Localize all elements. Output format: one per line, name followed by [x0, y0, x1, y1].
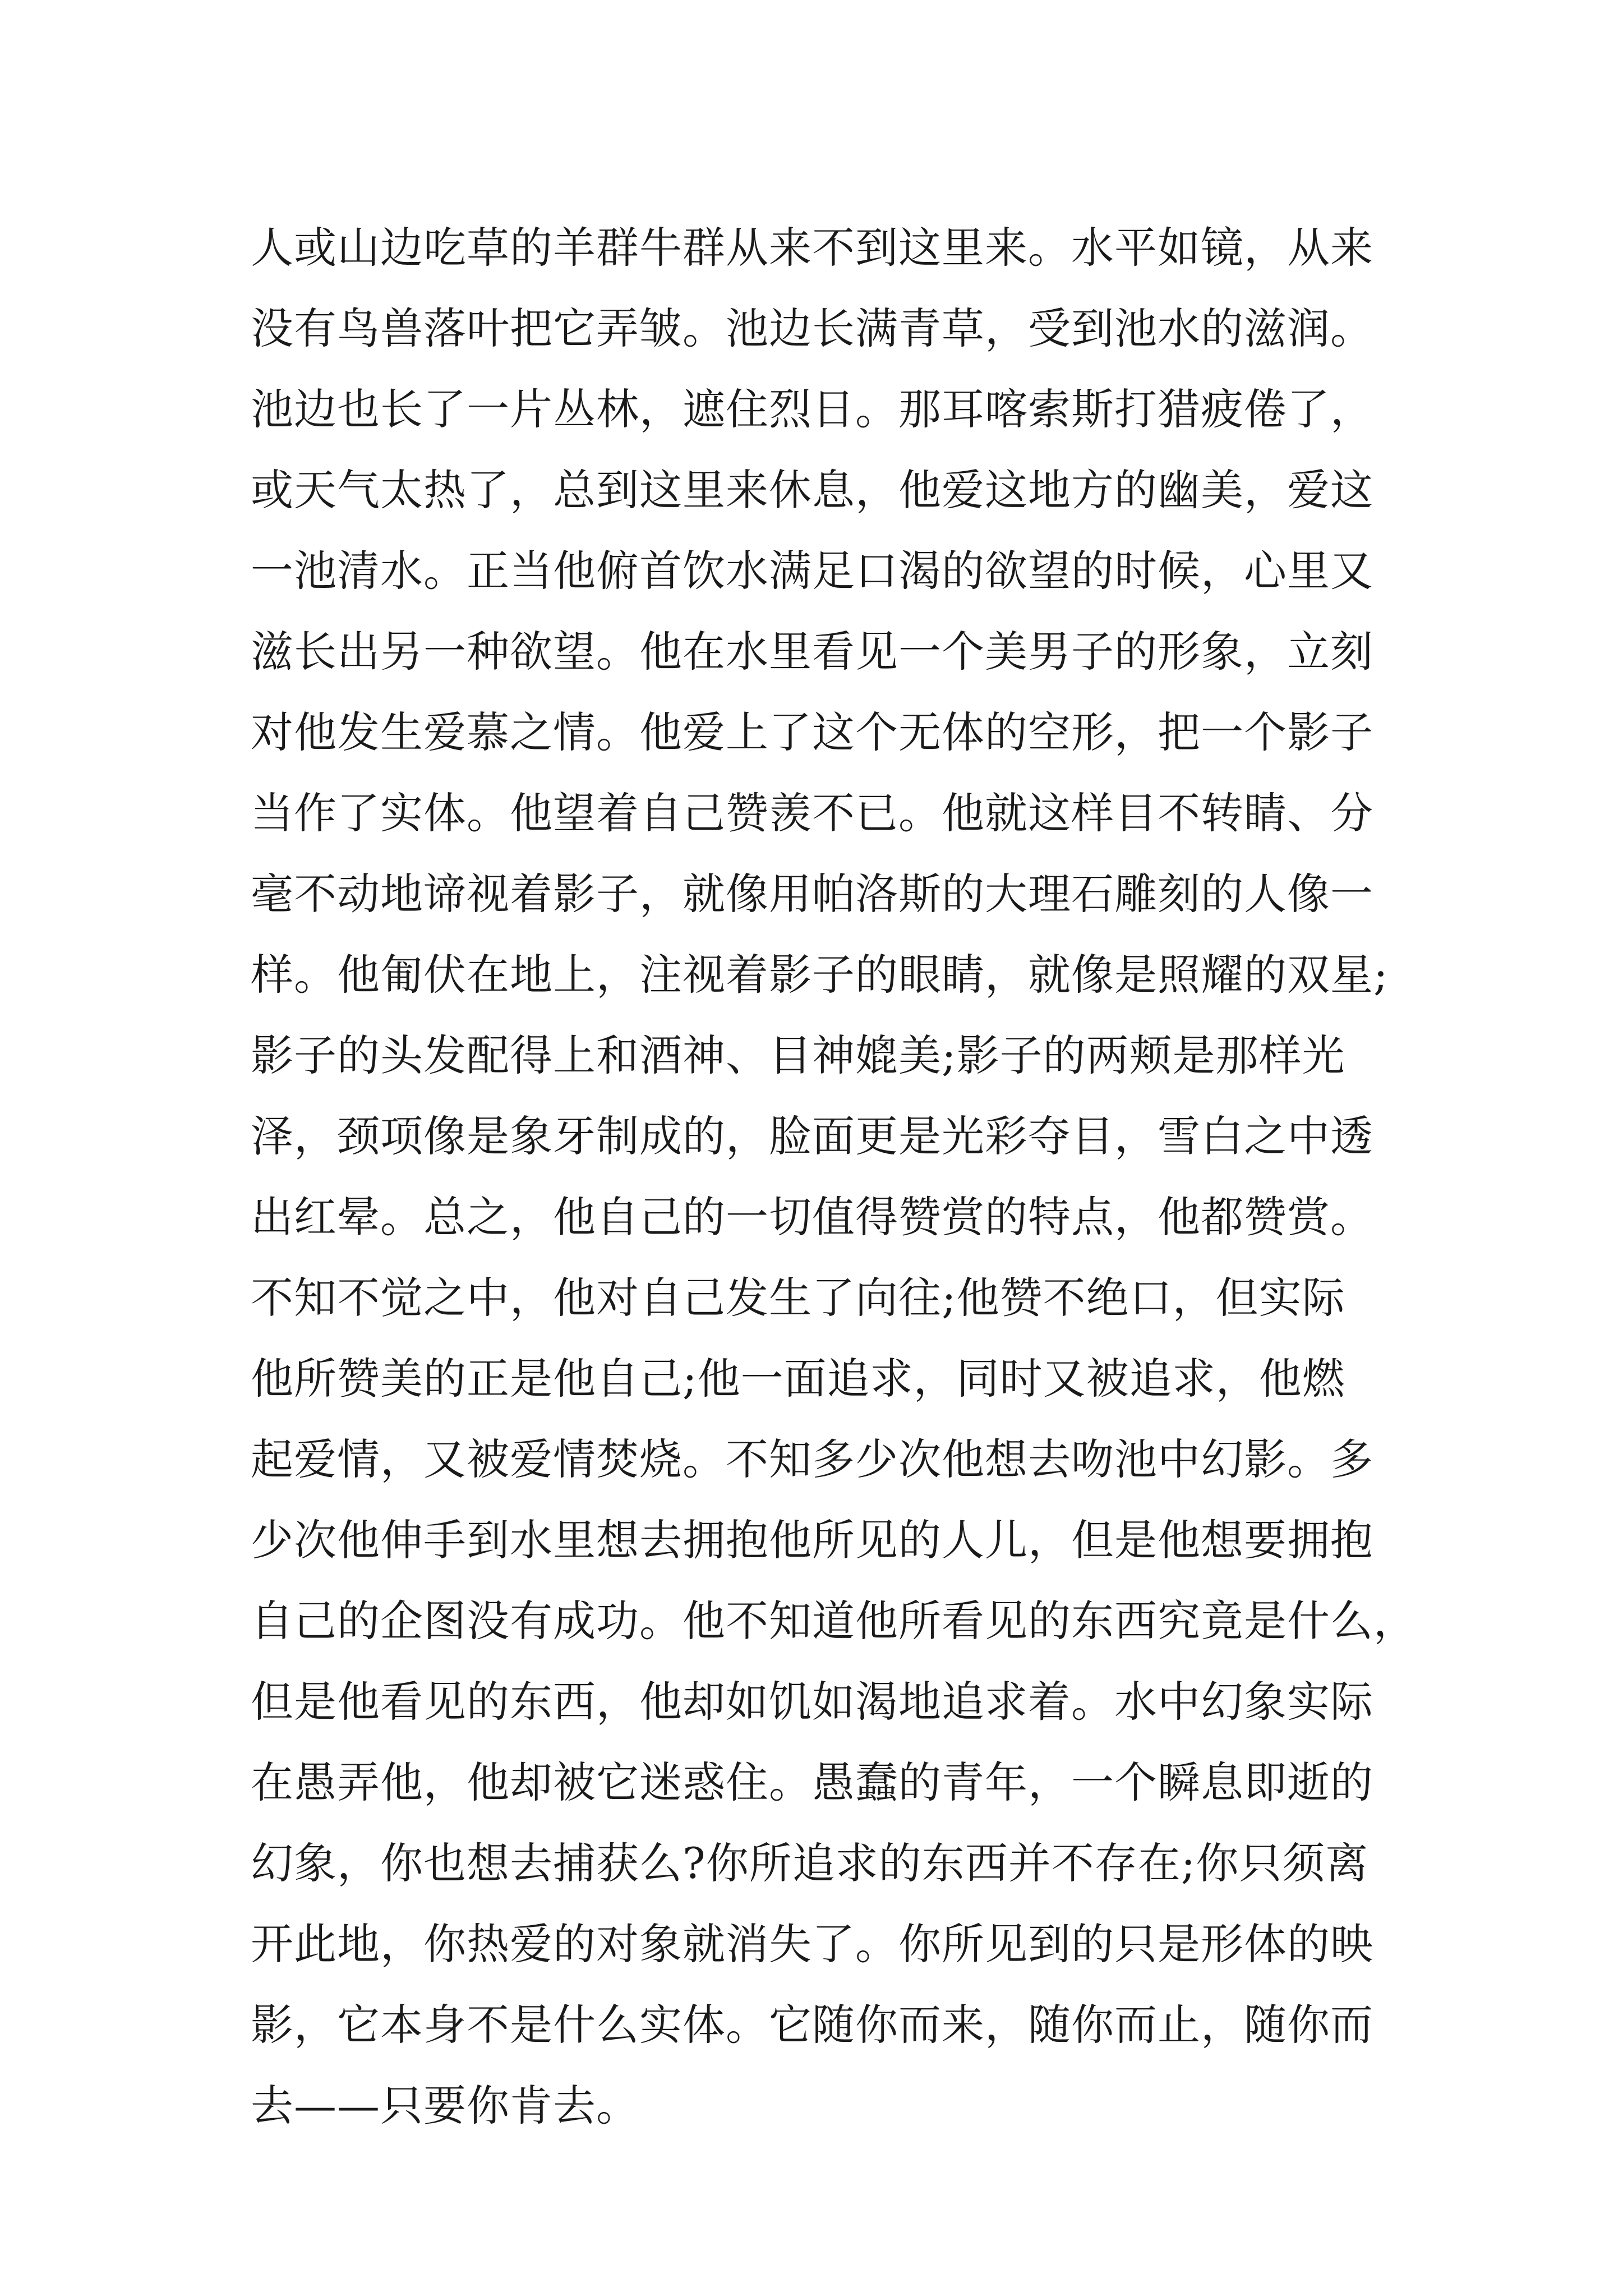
- text-line: 没有鸟兽落叶把它弄皱。池边长满青草，受到池水的滋润。: [251, 303, 1373, 353]
- text-line: 或天气太热了，总到这里来休息，他爱这地方的幽美，爱这: [251, 465, 1373, 515]
- text-line: 人或山边吃草的羊群牛群从来不到这里来。水平如镜，从来: [251, 223, 1373, 273]
- text-line: 起爱情，又被爱情焚烧。不知多少次他想去吻池中幻影。多: [251, 1434, 1373, 1484]
- text-line: 当作了实体。他望着自己赞羡不已。他就这样目不转睛、分: [251, 788, 1373, 838]
- text-line: 毫不动地谛视着影子，就像用帕洛斯的大理石雕刻的人像一: [251, 869, 1373, 919]
- text-line: 泽，颈项像是象牙制成的，脸面更是光彩夺目，雪白之中透: [251, 1111, 1373, 1161]
- text-line: 开此地，你热爱的对象就消失了。你所见到的只是形体的映: [251, 1919, 1373, 1969]
- text-line: 对他发生爱慕之情。他爱上了这个无体的空形，把一个影子: [251, 707, 1373, 757]
- text-line: 在愚弄他，他却被它迷惑住。愚蠢的青年，一个瞬息即逝的: [251, 1757, 1373, 1807]
- text-line: 出红晕。总之，他自己的一切值得赞赏的特点，他都赞赏。: [251, 1192, 1373, 1242]
- text-line: 滋长出另一种欲望。他在水里看见一个美男子的形象，立刻: [251, 627, 1373, 677]
- text-line: 一池清水。正当他俯首饮水满足口渴的欲望的时候，心里又: [251, 546, 1373, 596]
- body-text: [251, 208, 1417, 2146]
- text-line: 影子的头发配得上和酒神、目神媲美;影子的两颊是那样光: [251, 1030, 1345, 1080]
- text-line: 少次他伸手到水里想去拥抱他所见的人儿，但是他想要拥抱: [251, 1515, 1373, 1565]
- text-line: 去——只要你肯去。: [251, 2081, 639, 2131]
- text-line: 影，它本身不是什么实体。它随你而来，随你而止，随你而: [251, 2000, 1373, 2050]
- text-line: 他所赞美的正是他自己;他一面追求，同时又被追求，他燃: [251, 1354, 1345, 1404]
- text-line: 池边也长了一片丛林，遮住烈日。那耳喀索斯打猎疲倦了，: [251, 384, 1373, 434]
- text-line: 不知不觉之中，他对自己发生了向往;他赞不绝口，但实际: [251, 1273, 1345, 1323]
- text-line: 幻象，你也想去捕获么?你所追求的东西并不存在;你只须离: [251, 1838, 1369, 1888]
- text-line: 但是他看见的东西，他却如饥如渴地追求着。水中幻象实际: [251, 1677, 1373, 1727]
- text-line: 自己的企图没有成功。他不知道他所看见的东西究竟是什么，: [251, 1596, 1417, 1646]
- text-line: 样。他匍伏在地上，注视着影子的眼睛，就像是照耀的双星;: [251, 950, 1389, 1000]
